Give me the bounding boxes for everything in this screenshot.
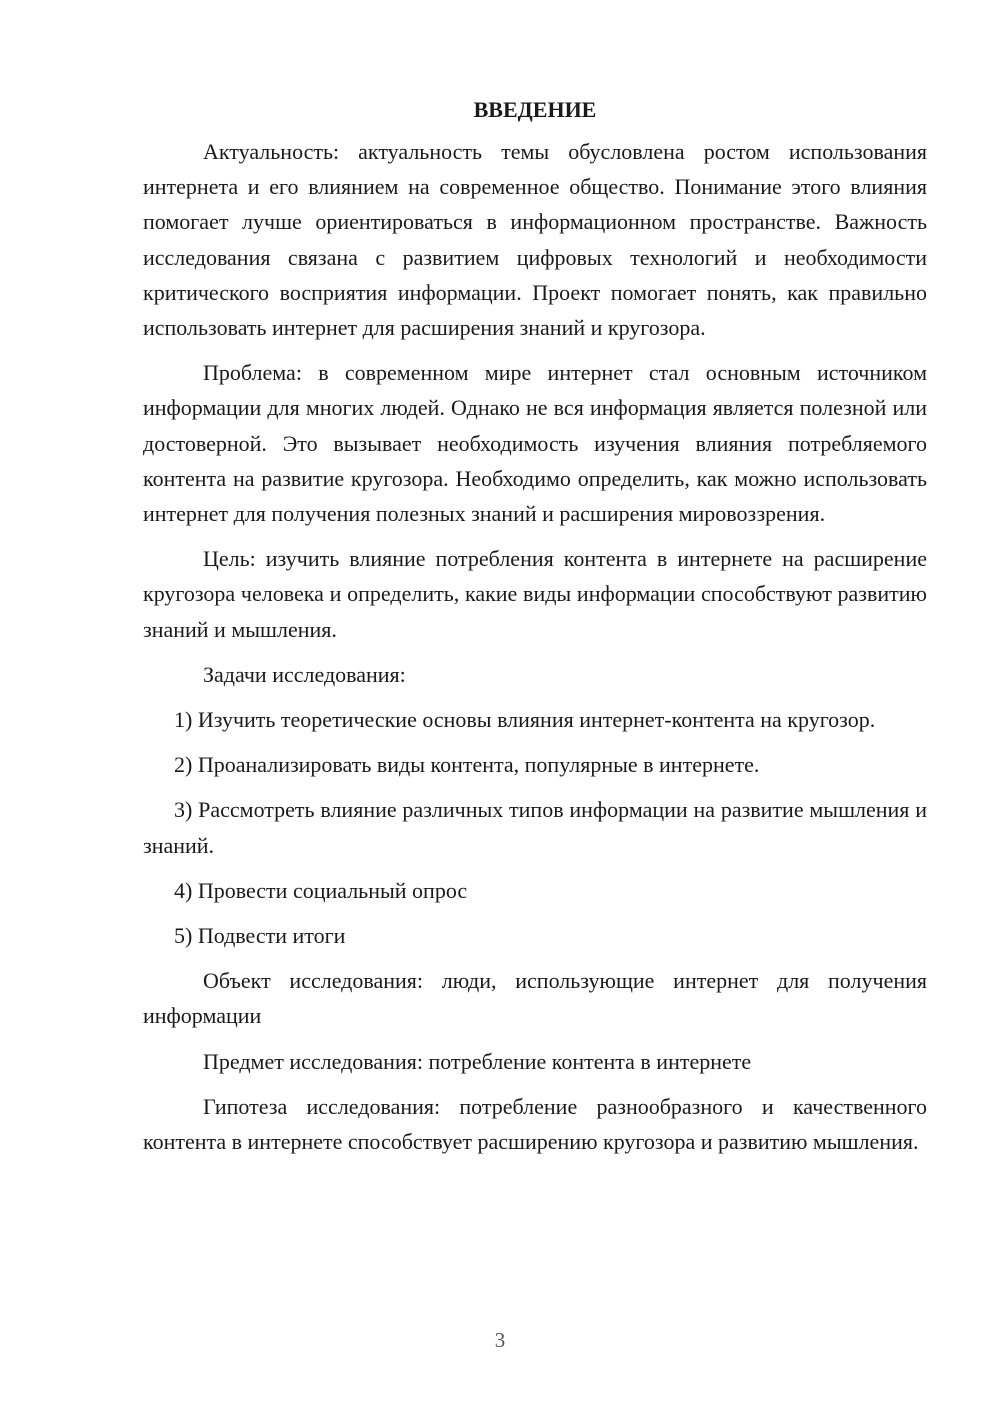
paragraph-object: Объект исследования: люди, использующие интернет для получения информации bbox=[143, 968, 927, 1029]
list-item: 2) Проанализировать виды контента, популярные в интернете. bbox=[174, 752, 760, 778]
paragraph-problem: Проблема: в современном мире интернет стал основным источником информации для многих людей. Однако не вся информация является полезной или достоверной. Это вызывает необходимость изучения влияния потребляемого контента на развитие кругозора. Необходимо определить, как можно использовать интернет для получения полезных знаний и расширения мировоззрения. bbox=[143, 360, 927, 527]
list-item: 5) Подвести итоги bbox=[174, 923, 346, 949]
paragraph-tasks-heading: Задачи исследования: bbox=[203, 661, 406, 687]
paragraph-relevance: Актуальность: актуальность темы обусловлена ростом использования интернета и его влиянием на современное общество. Понимание этого влияния помогает лучше ориентироваться в информационном пространстве. Важность исследования связана с развитием цифровых технологий и необходимости критического восприятия информации. Проект помогает понять, как правильно использовать интернет для расширения знаний и кругозора. bbox=[143, 139, 927, 341]
list-item: 3) Рассмотреть влияние различных типов информации на развитие мышления и знаний. bbox=[143, 797, 927, 858]
document-page bbox=[143, 92, 927, 1169]
tasks-list bbox=[143, 702, 927, 953]
list-item: 4) Провести социальный опрос bbox=[174, 877, 468, 903]
paragraph-subject: Предмет исследования: потребление контента в интернете bbox=[203, 1048, 752, 1074]
paragraph-hypothesis: Гипотеза исследования: потребление разнообразного и качественного контента в интернете способствует расширению кругозора и развитию мышления. bbox=[143, 1093, 927, 1155]
page-number: 3 bbox=[494, 1328, 506, 1352]
page-title: ВВЕДЕНИЕ bbox=[473, 97, 597, 122]
paragraph-goal: Цель: изучить влияние потребления контента в интернете на расширение кругозора человека и определить, какие виды информации способствуют развитию знаний и мышления. bbox=[143, 546, 927, 642]
list-item: 1) Изучить теоретические основы влияния интернет-контента на кругозор. bbox=[174, 707, 876, 733]
